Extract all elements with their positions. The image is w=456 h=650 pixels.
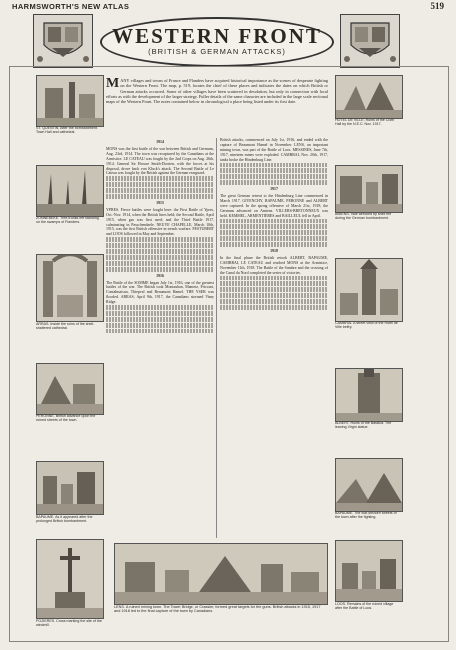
drop-cap: M: [106, 78, 120, 91]
photo-peronne: [36, 363, 104, 415]
column-text: In the final phase the British retook ALBERT, BAPAUME, CAMBRAI, LE CATEAU and reached MONS at the Armistice, November 11th, 1918. The Battle of the Sambre and the crossing of the Canal du Nord completed the series of victories.: [220, 255, 328, 275]
photo-caption: LENS. A ruined mining town. The Tower Bridge, or Crassier, formed great targets for the guns. British attacks in 1915, 1917 and 1918 led to the final capture of the town by Canadians.: [114, 605, 321, 614]
photo-caption: LOOS. Remains of the ruined village after the Battle of Loos.: [335, 602, 394, 611]
photo-loos: [335, 540, 403, 602]
year-heading: 1916: [156, 273, 164, 278]
column-text: The great German retreat to the Hindenburg Line commenced in March 1917. GIVENCHY, BAPAUME, PERONNE and ALBERT were captured. In the spring offensive of March 21st, 1918, the Germans advanced on Amiens. VILLERS-BRETONNEUX was held. KEMMEL, ARMENTIERES and BAILLEUL fell in April.: [220, 194, 328, 218]
page-number: 519: [430, 1, 444, 11]
year-heading: 1918: [270, 248, 278, 253]
photo-caption: POZIERES. Cross marking the site of the windmill.: [36, 619, 102, 628]
column-text: British attacks, commenced on July 1st, 1916, and ended with the capture of Beaumont Hamel in November. LENS, an important mining town, was part of the Battle of Loos. MESSINES, June 7th, 1917, nineteen mines were exploded. CAMBRAI, Nov. 20th, 1917, tanks broke the Hindenburg Line.: [220, 138, 328, 162]
photo-arras: [36, 254, 104, 322]
photo-caption: HOTEL DE VILLE. Ruins of the Cloth Hall by the N.E.C. Nov. 1917.: [335, 118, 395, 127]
photo-zonnebeke: [36, 165, 104, 217]
photo-bapaume-street: [335, 458, 403, 512]
title-banner: [100, 17, 334, 67]
year-heading: 1915: [156, 200, 164, 205]
shield-crest-icon: [33, 14, 93, 68]
photo-caption: ARRAS. Inside the ruins of the shell-shattered cathedral.: [36, 322, 95, 331]
photo-caption: BAPAUME. The war-stricken streets of the town after the fighting.: [335, 511, 397, 520]
photo-caption: ZONNEBEKE. Tree-trunks left standing on the swamps of Flanders.: [36, 216, 99, 225]
page-title: WESTERN FRONT: [112, 24, 322, 48]
photo-bapaume: [36, 461, 104, 515]
photo-pozieres: [36, 539, 104, 619]
photo-st-quentin: [36, 75, 104, 127]
publication-title: HARMSWORTH'S NEW ATLAS: [12, 2, 130, 11]
photo-albert: [335, 368, 403, 422]
photo-caption: AMIENS. Vale wrecked by shell fire during the German bombardment.: [335, 212, 392, 221]
photo-amiens: [335, 165, 403, 213]
photo-caption: CAMBRAI. A street view of the Hotel de Ville belfry.: [335, 321, 398, 330]
photo-caption: ALBERT. Ruins of the Basilica. The leaning Virgin statue.: [335, 421, 392, 430]
page-subtitle: (BRITISH & GERMAN ATTACKS): [148, 47, 286, 56]
photo-caption: ST. QUENTIN. After the bombardment. Town Hall and cathedral.: [36, 126, 98, 135]
column-divider: [216, 138, 217, 538]
year-heading: 1917: [270, 187, 278, 192]
shield-crest-icon: [340, 14, 400, 68]
photo-cambrai: [335, 258, 403, 322]
photo-caption: PERONNE. British advance upon the ruined streets of the town.: [36, 414, 96, 423]
column-text: YPRES. Fierce battles were fought here: the First Battle of Ypres, Oct.-Nov. 1914, when the British lines held; the Second Battle, April 1915, when gas was first used; and the Third Battle 1917, culminating in Passchendaele. NEUVE CHAPELLE, March 10th, 1915, was the first British offensive in trench warfare. FESTUBERT and LOOS followed in May and September.: [106, 207, 214, 237]
photo-lens: [114, 543, 328, 605]
text-column-right: [220, 138, 328, 538]
column-text: The Battle of the SOMME began July 1st, 1916, one of the greatest battles of the war. The British took Montauban, Mametz, Fricourt, Contalmaison, Thiepval and Beaumont Hamel. THE YSER was flooded. ARRAS, April 9th, 1917, the Canadians stormed Vimy Ridge.: [106, 280, 214, 305]
photo-hotel-de-ville: [335, 75, 403, 119]
photo-caption: BAPAUME. As it appeared after the prolonged British bombardment.: [36, 515, 93, 524]
text-column-left: [106, 138, 214, 538]
intro-text: ANY villages and towns of France and Flanders have acquired historical importance as the scenes of desperate fighting on the Western Front. The map, p. 519, locates the chief of these places and indicates the dates on which British or German attacks occurred. Some of other villages have been scattered in desolation, but only in connection with local efforts as with the development of the larger strategy. Fuller details of the same character are included in the large scale sectional maps of the Western Front. The notes contained below in chronological a place being listed under its first date.: [106, 78, 328, 105]
column-text: MONS was the first battle of the war between British and Germans, Aug. 23rd, 1914. The town was recaptured by the Canadians at the Armistice. LE CATEAU was fought by the 2nd Corps on Aug. 26th, 1914. General Sir Horace Smith-Dorrien, with the forces at his disposal, drove back von Kluck's attack. The Second Battle of Le Cateau was fought by the British against the German rearguard.: [106, 146, 214, 176]
intro-paragraph: [106, 78, 328, 136]
year-heading: 1914: [156, 140, 164, 144]
